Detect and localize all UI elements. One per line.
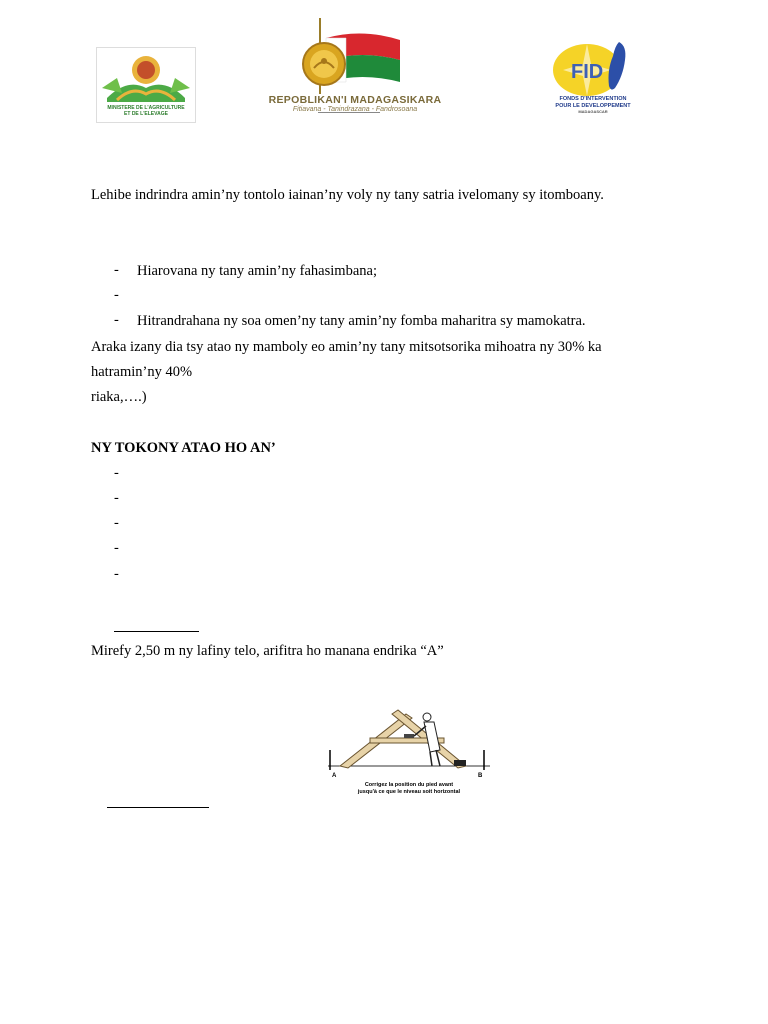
fid-name: FONDS D'INTERVENTION POUR LE DEVELOPPEMENT MADAGASCAR bbox=[555, 96, 631, 114]
paragraph-line: riaka,….) bbox=[91, 389, 147, 405]
fid-logo-icon bbox=[549, 40, 639, 98]
logo-fid bbox=[549, 40, 639, 116]
figure-caption: Corrigez la position du pied avant jusqu'à ce que le niveau soit horizontal bbox=[357, 782, 461, 795]
bullet-dash: - bbox=[114, 465, 119, 481]
ministry-name: MINISTERE DE L'AGRICULTURE ET DE L'ELEVAGE bbox=[107, 105, 185, 117]
instruction-text: Mirefy 2,50 m ny lafiny telo, arifitra ho manana endrika “A” bbox=[91, 643, 444, 659]
bullet-dash: - bbox=[114, 312, 119, 328]
a-frame-figure bbox=[326, 680, 492, 802]
bullet-dash: - bbox=[114, 287, 119, 303]
logo-ministry bbox=[96, 47, 196, 123]
svg-text:B: B bbox=[478, 773, 483, 779]
section-heading: NY TOKONY ATAO HO AN’ bbox=[91, 440, 276, 456]
bullet-dash: - bbox=[114, 566, 119, 582]
svg-text:FID: FID bbox=[571, 61, 604, 83]
bullet-text: Hitrandrahana ny soa omen’ny tany amin’ny fomba maharitra sy mamokatra. bbox=[137, 313, 586, 329]
underline-rule bbox=[114, 631, 199, 632]
bullet-text: Hiarovana ny tany amin’ny fahasimbana; bbox=[137, 263, 377, 279]
underline-rule bbox=[107, 807, 209, 808]
republic-seal-and-flag-icon bbox=[262, 16, 448, 98]
republic-underline bbox=[318, 112, 380, 113]
bullet-dash: - bbox=[114, 490, 119, 506]
svg-text:A: A bbox=[332, 773, 337, 779]
intro-paragraph: Lehibe indrindra amin’ny tontolo iainan’ny voly ny tany satria ivelomany sy itomboany. bbox=[91, 187, 604, 203]
paragraph-line: Araka izany dia tsy atao ny mamboly eo amin’ny tany mitsotsorika mihoatra ny 30% ka bbox=[91, 339, 602, 355]
bullet-dash: - bbox=[114, 515, 119, 531]
logo-republic bbox=[262, 16, 448, 116]
bullet-dash: - bbox=[114, 262, 119, 278]
paragraph-line: hatramin’ny 40% bbox=[91, 364, 193, 380]
a-frame-illustration-icon bbox=[326, 680, 492, 780]
republic-title: REPOBLIKAN'I MADAGASIKARA bbox=[268, 94, 442, 106]
bullet-dash: - bbox=[114, 540, 119, 556]
republic-motto: Fitiavana - Tanindrazana - Fandrosoana bbox=[292, 106, 418, 113]
